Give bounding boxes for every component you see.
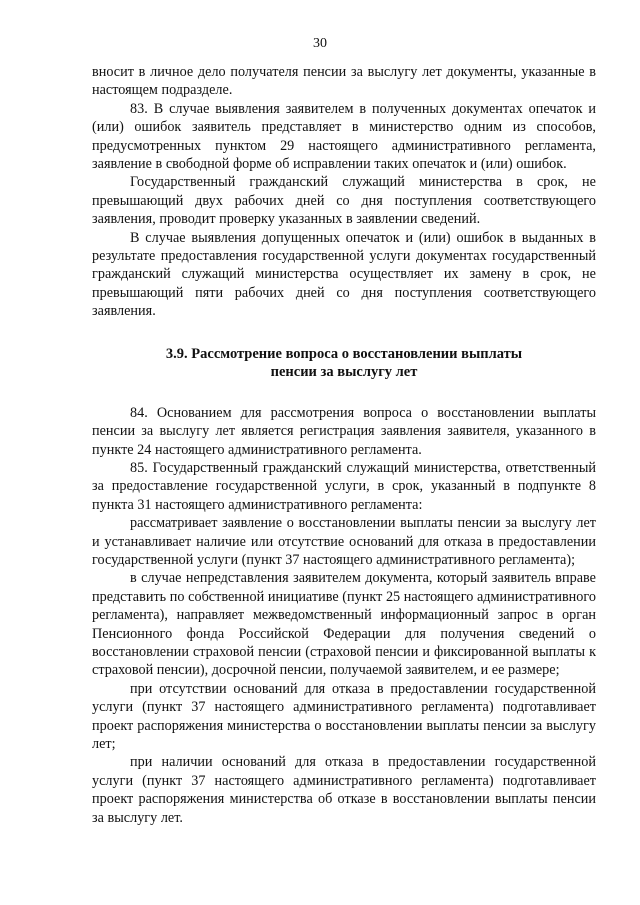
page-number: 30	[313, 36, 327, 51]
section-heading-line-2: пенсии за выслугу лет	[270, 364, 418, 381]
document-body	[92, 63, 596, 827]
paragraph-item-84: 84. Основанием для рассмотрения вопроса о восстановлении выплаты пенсии за выслугу лет является регистрация заявления заявителя, указанного в пункте 24 настоящего административного регламента.	[92, 404, 596, 458]
paragraph-item-85: 85. Государственный гражданский служащий министерства, ответственный за предоставление государственной услуги, в срок, указанный в подпункте 8 пункта 31 настоящего административного регламента:	[92, 459, 596, 513]
paragraph-item-83: 83. В случае выявления заявителем в полученных документах опечаток и (или) ошибок заявитель представляет в министерство одним из способов, предусмотренных пунктом 29 настоящего административного регламента, заявление в свободной форме об исправлении таких опечаток и (или) ошибок.	[92, 100, 596, 173]
paragraph-review-application: рассматривает заявление о восстановлении выплаты пенсии за выслугу лет и устанавливает наличие или отсутствие оснований для отказа в предоставлении государственной услуги (пункт 37 настоящего административного регламента);	[92, 515, 596, 568]
paragraph-interagency-request: в случае непредставления заявителем документа, который заявитель вправе представить по собственной инициативе (пункт 25 настоящего административного регламента), направляет межведомственный информационный запрос в орган Пенсионного фонда Российской Федерации для получения сведений о восстановлении страховой пенсии (страховой пенсии и фиксированной выплаты к страховой пенсии), досрочной пенсии, получаемой заявителем, и ее размере;	[92, 570, 596, 679]
paragraph-restore-order: при отсутствии оснований для отказа в предоставлении государственной услуги (пункт 37 настоящего административного регламента) подготавливает проект распоряжения министерства о восстановлении выплаты пенсии за выслугу лет;	[92, 680, 596, 752]
section-heading	[92, 345, 596, 382]
paragraph-refusal-order: при наличии оснований для отказа в предоставлении государственной услуги (пункт 37 настоящего административного регламента) подготавливает проект распоряжения министерства об отказе в восстановлении выплаты пенсии за выслугу лет.	[92, 754, 596, 826]
section-heading-line-1: 3.9. Рассмотрение вопроса о восстановлении выплаты	[165, 345, 523, 362]
paragraph-continuation: вносит в личное дело получателя пенсии за выслугу лет документы, указанные в настоящем подразделе.	[92, 64, 596, 99]
paragraph-replacement: В случае выявления допущенных опечаток и (или) ошибок в выданных в результате предоставления государственной услуги документах государственный гражданский служащий министерства осуществляет их замену в срок, не превышающий пяти рабочих дней со дня поступления соответствующего заявления.	[92, 229, 596, 320]
paragraph-verification: Государственный гражданский служащий министерства в срок, не превышающий двух рабочих дней со дня поступления соответствующего заявления, проводит проверку указанных в заявлении сведений.	[92, 174, 596, 228]
